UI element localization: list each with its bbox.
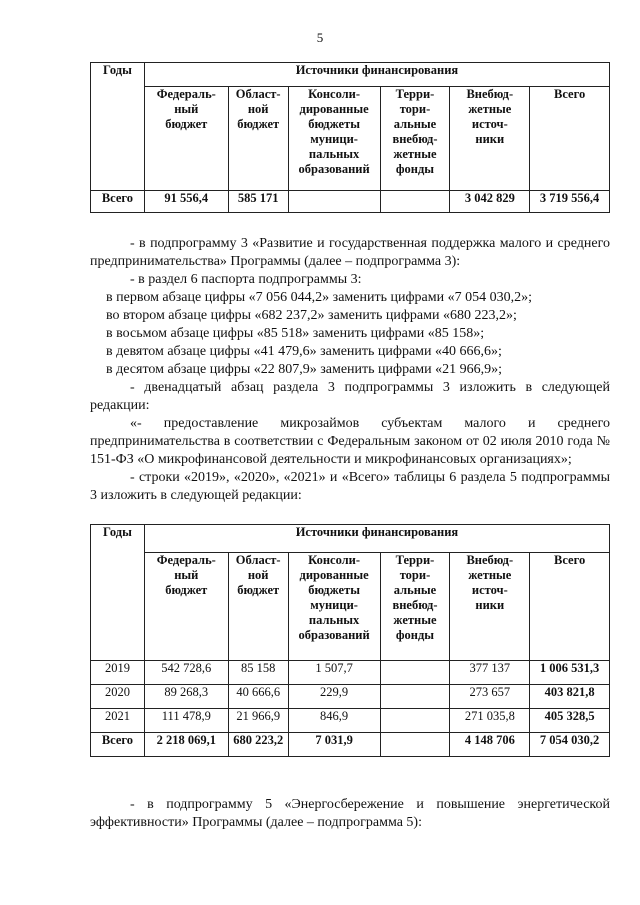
header-total: Всего xyxy=(530,87,610,191)
table-row xyxy=(91,685,610,709)
cell-consolidated xyxy=(288,191,380,213)
cell-total: 7 054 030,2 xyxy=(530,733,610,757)
paragraph-table-6: - строки «2019», «2020», «2021» и «Всего» таблицы 6 раздела 5 подпрограммы 3 изложить в следующей редакции: xyxy=(90,470,610,503)
cell-federal: 111 478,9 xyxy=(144,709,228,733)
cell-offbudget: 377 137 xyxy=(450,661,530,685)
cell-consolidated: 7 031,9 xyxy=(288,733,380,757)
line-second-paragraph: во втором абзаце цифры «682 237,2» заменить цифрами «680 223,2»; xyxy=(106,308,517,323)
header-consolidated: Консоли- дированные бюджеты муници- пальных образований xyxy=(288,87,380,191)
cell-offbudget: 273 657 xyxy=(450,685,530,709)
header-federal: Федераль- ный бюджет xyxy=(144,87,228,191)
paragraph-microloans: «- предоставление микрозаймов субъектам малого и среднего предпринимательства в соответствии с Федеральным законом от 02 июля 2010 года № 151-ФЗ «О микрофинансовой деятельности и микрофинансовых организациях»; xyxy=(90,416,610,467)
cell-year: 2021 xyxy=(91,709,145,733)
header-offbudget: Внебюд- жетные источ- ники xyxy=(450,87,530,191)
header-sources: Источники финансирования xyxy=(144,525,609,553)
table-row xyxy=(91,661,610,685)
cell-consolidated: 1 507,7 xyxy=(288,661,380,685)
page-number: 5 xyxy=(316,30,324,45)
cell-federal: 91 556,4 xyxy=(144,191,228,213)
financing-table-2 xyxy=(90,524,610,757)
cell-total: 403 821,8 xyxy=(530,685,610,709)
cell-regional: 585 171 xyxy=(228,191,288,213)
cell-federal: 542 728,6 xyxy=(144,661,228,685)
header-offbudget: Внебюд- жетные источ- ники xyxy=(450,553,530,661)
cell-year: 2020 xyxy=(91,685,145,709)
header-territorial: Терри- тори- альные внебюд- жетные фонды xyxy=(380,87,450,191)
cell-federal: 2 218 069,1 xyxy=(144,733,228,757)
header-regional: Област- ной бюджет xyxy=(228,87,288,191)
line-eighth-paragraph: в восьмом абзаце цифры «85 518» заменить цифрами «85 158»; xyxy=(106,326,485,341)
cell-territorial xyxy=(380,191,450,213)
cell-consolidated: 846,9 xyxy=(288,709,380,733)
cell-regional: 21 966,9 xyxy=(228,709,288,733)
cell-territorial xyxy=(380,733,450,757)
header-total: Всего xyxy=(530,553,610,661)
cell-regional: 680 223,2 xyxy=(228,733,288,757)
paragraph-subprogram-5: - в подпрограмму 5 «Энергосбережение и повышение энергетической эффективности» Программы (далее – подпрограмма 5): xyxy=(90,797,610,830)
cell-offbudget: 3 042 829 xyxy=(450,191,530,213)
cell-offbudget: 271 035,8 xyxy=(450,709,530,733)
cell-year: 2019 xyxy=(91,661,145,685)
cell-federal: 89 268,3 xyxy=(144,685,228,709)
cell-territorial xyxy=(380,685,450,709)
cell-territorial xyxy=(380,661,450,685)
header-sources: Источники финансирования xyxy=(144,63,609,87)
table-row xyxy=(91,709,610,733)
cell-territorial xyxy=(380,709,450,733)
line-tenth-paragraph: в десятом абзаце цифры «22 807,9» заменить цифрами «21 966,9»; xyxy=(106,362,503,377)
line-section-6: - в раздел 6 паспорта подпрограммы 3: xyxy=(130,272,362,287)
line-first-paragraph: в первом абзаце цифры «7 056 044,2» заменить цифрами «7 054 030,2»; xyxy=(106,290,532,305)
line-ninth-paragraph: в девятом абзаце цифры «41 479,6» заменить цифрами «40 666,6»; xyxy=(106,344,502,359)
table-row xyxy=(91,733,610,757)
cell-year: Всего xyxy=(91,733,145,757)
header-consolidated: Консоли- дированные бюджеты муници- пальных образований xyxy=(288,553,380,661)
header-years: Годы xyxy=(91,525,145,661)
cell-regional: 85 158 xyxy=(228,661,288,685)
cell-consolidated: 229,9 xyxy=(288,685,380,709)
cell-regional: 40 666,6 xyxy=(228,685,288,709)
paragraph-twelfth: - двенадцатый абзац раздела 3 подпрограммы 3 изложить в следующей редакции: xyxy=(90,380,610,413)
header-years: Годы xyxy=(91,63,145,191)
header-federal: Федераль- ный бюджет xyxy=(144,553,228,661)
cell-total: 1 006 531,3 xyxy=(530,661,610,685)
financing-table-1 xyxy=(90,62,610,213)
cell-total: 405 328,5 xyxy=(530,709,610,733)
cell-total: 3 719 556,4 xyxy=(530,191,610,213)
cell-year: Всего xyxy=(91,191,145,213)
cell-offbudget: 4 148 706 xyxy=(450,733,530,757)
table-row xyxy=(91,191,610,213)
header-regional: Област- ной бюджет xyxy=(228,553,288,661)
paragraph-subprogram-3: - в подпрограмму 3 «Развитие и государственная поддержка малого и среднего предпринимательства» Программы (далее – подпрограмма 3): xyxy=(90,236,610,269)
header-territorial: Терри- тори- альные внебюд- жетные фонды xyxy=(380,553,450,661)
